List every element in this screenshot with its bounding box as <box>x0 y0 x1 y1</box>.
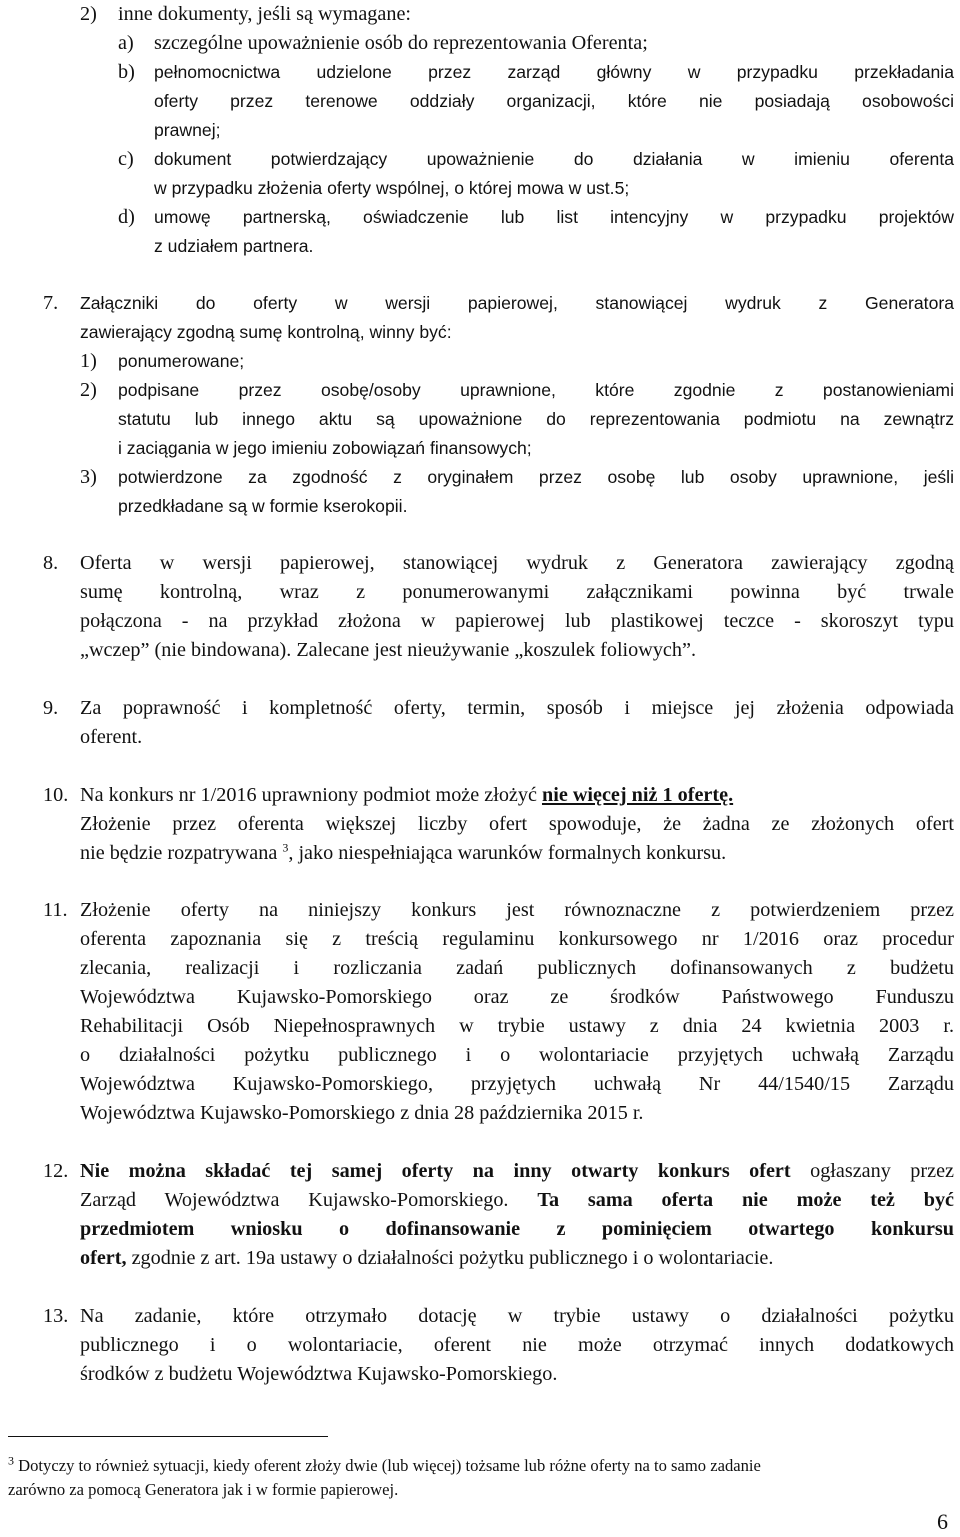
list-item: ponumerowane; <box>118 351 245 371</box>
sub-item-d-line: umowę partnerską, oświadczenie lub list intencyjny w przypadku projektów <box>154 207 954 227</box>
paragraph-line: połączona - na przykład złożona w papierowej lub plastikowej teczce - skoroszyt typu <box>80 610 954 632</box>
paragraph-line <box>80 781 733 810</box>
list-number: 2) <box>80 3 97 25</box>
page-number: 6 <box>937 1509 948 1534</box>
point-number: 8. <box>43 552 59 574</box>
footnote-line: zarówno za pomocą Generatora jak i w formie papierowej. <box>8 1480 399 1499</box>
footnote-mark: 3 <box>8 1453 14 1468</box>
sub-label-d: d) <box>118 206 135 228</box>
paragraph-line: Województwa Kujawsko-Pomorskiego oraz ze środków Państwowego Funduszu <box>80 986 954 1008</box>
text-run: Zarząd Województwa Kujawsko-Pomorskiego. <box>80 1189 538 1211</box>
bold-text: Nie można składać tej samej oferty na inny otwarty konkurs ofert <box>80 1160 791 1182</box>
bold-text: ofert, <box>80 1247 127 1269</box>
paragraph-line: Oferta w wersji papierowej, stanowiącej wydruk z Generatora zawierający zgodną <box>80 552 954 574</box>
paragraph-line <box>80 839 726 868</box>
paragraph-line: Rehabilitacji Osób Niepełnosprawnych w trybie ustawy z dnia 24 kwietnia 2003 r. <box>80 1015 954 1037</box>
sub-item-b-line: pełnomocnictwa udzielone przez zarząd główny w przypadku przekładania <box>154 62 954 82</box>
footnote-separator <box>8 1436 328 1437</box>
paragraph-line: Województwa Kujawsko-Pomorskiego, przyjętych uchwałą Nr 44/1540/15 Zarządu <box>80 1073 954 1095</box>
paragraph-line: środków z budżetu Województwa Kujawsko-Pomorskiego. <box>80 1363 558 1385</box>
paragraph-line <box>80 1215 954 1244</box>
point-number: 12. <box>43 1160 69 1182</box>
text-run: , jako niespełniająca warunków formalnych konkursu. <box>288 842 727 864</box>
paragraph-line <box>80 1157 954 1186</box>
footnote-line <box>8 1455 761 1477</box>
sub-item-c-line: w przypadku złożenia oferty wspólnej, o której mowa w ust.5; <box>154 178 630 198</box>
text-run: ogłaszany przez <box>790 1160 954 1182</box>
sub-item-b-line: oferty przez terenowe oddziały organizacji, które nie posiadają osobowości <box>154 91 954 111</box>
paragraph-line: zawierający zgodną sumę kontrolną, winny być: <box>80 322 452 342</box>
paragraph-line: sumę kontrolną, wraz z ponumerowanymi załącznikami powinna być trwale <box>80 581 954 603</box>
list-number: 3) <box>80 466 97 488</box>
point-number: 10. <box>43 784 69 806</box>
list-item-line: statutu lub innego aktu są upoważnione do reprezentowania podmiotu na zewnątrz <box>118 409 954 429</box>
point-number: 7. <box>43 292 59 314</box>
list-number: 1) <box>80 350 97 372</box>
sub-item-c-line: dokument potwierdzający upoważnienie do działania w imieniu oferenta <box>154 149 954 169</box>
paragraph-line: oferent. <box>80 726 143 748</box>
footnote-ref: 3 <box>282 840 289 855</box>
point-number: 13. <box>43 1305 69 1327</box>
paragraph-line: Województwa Kujawsko-Pomorskiego z dnia 28 października 2015 r. <box>80 1102 644 1124</box>
text-run: zgodnie z art. 19a ustawy o działalności pożytku publicznego i o wolontariacie. <box>126 1247 774 1269</box>
list-item-line: potwierdzone za zgodność z oryginałem przez osobę lub osoby uprawnione, jeśli <box>118 467 954 487</box>
paragraph-line: oferenta zapoznania się z treścią regulaminu konkursowego nr 1/2016 oraz procedur <box>80 928 954 950</box>
footnote-text: Dotyczy to również sytuacji, kiedy oferent złoży dwie (lub więcej) tożsame lub różne oferty na to samo zadanie <box>14 1456 761 1475</box>
list-number: 2) <box>80 379 97 401</box>
sub-item-d-line: z udziałem partnera. <box>154 236 314 256</box>
point-number: 9. <box>43 697 59 719</box>
paragraph-line: Złożenie przez oferenta większej liczby ofert spowoduje, że żadna ze złożonych ofert <box>80 813 954 835</box>
paragraph-line: zlecania, realizacji i rozliczania zadań publicznych dofinansowanych z budżetu <box>80 957 954 979</box>
sub-label-c: c) <box>118 148 134 170</box>
paragraph-line: Załączniki do oferty w wersji papierowej, stanowiącej wydruk z Generatora <box>80 293 954 313</box>
list-item-line: podpisane przez osobę/osoby uprawnione, które zgodnie z postanowieniami <box>118 380 954 400</box>
sub-item-b-line: prawnej; <box>154 120 221 140</box>
paragraph-line: Na zadanie, które otrzymało dotację w trybie ustawy o działalności pożytku <box>80 1305 954 1327</box>
paragraph-line: Za poprawność i kompletność oferty, termin, sposób i miejsce jej złożenia odpowiada <box>80 697 954 719</box>
text-run: Na konkurs nr 1/2016 uprawniony podmiot może złożyć <box>80 784 542 806</box>
paragraph-line: o działalności pożytku publicznego i o wolontariacie przyjętych uchwałą Zarządu <box>80 1044 954 1066</box>
paragraph-line <box>80 1244 773 1273</box>
paragraph-line: publicznego i o wolontariacie, oferent nie może otrzymać innych dodatkowych <box>80 1334 954 1356</box>
bold-text: przedmiotem wniosku o dofinansowanie z pominięciem otwartego konkursu <box>80 1218 954 1240</box>
paragraph-line: „wczep” (nie bindowana). Zalecane jest nieużywanie „koszulek foliowych”. <box>80 639 696 661</box>
emphasis-text: nie więcej niż 1 ofertę. <box>541 784 734 806</box>
sub-label-a: a) <box>118 32 134 54</box>
list-item-line: i zaciągania w jego imieniu zobowiązań finansowych; <box>118 438 532 458</box>
point-number: 11. <box>43 899 68 921</box>
sub-item-a: szczególne upoważnienie osób do reprezentowania Oferenta; <box>154 32 648 54</box>
list-header: inne dokumenty, jeśli są wymagane: <box>118 3 412 25</box>
list-item-line: przedkładane są w formie kserokopii. <box>118 496 408 516</box>
bold-text: Ta sama oferta nie może też być <box>537 1189 954 1211</box>
paragraph-line <box>80 1186 954 1215</box>
text-run: nie będzie rozpatrywana <box>80 842 283 864</box>
sub-label-b: b) <box>118 61 135 83</box>
paragraph-line: Złożenie oferty na niniejszy konkurs jest równoznaczne z potwierdzeniem przez <box>80 899 954 921</box>
